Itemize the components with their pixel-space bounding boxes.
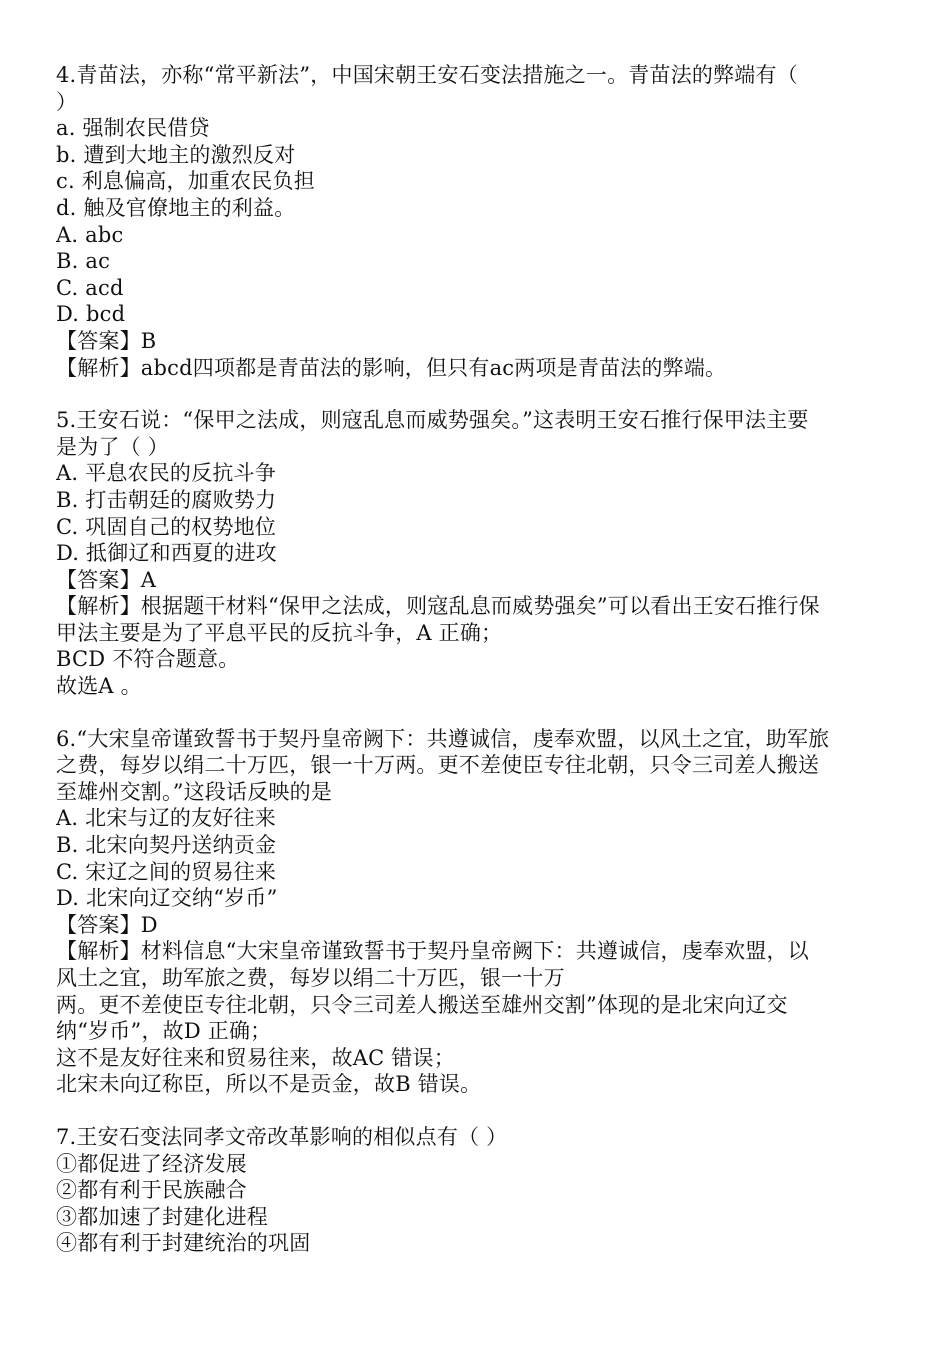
stem-line: 至雄州交割。”这段话反映的是 xyxy=(56,779,333,804)
analysis-line: 【解析】根据题干材料“保甲之法成，则寇乱息而威势强矣”可以看出王安石推行保 xyxy=(56,594,820,619)
analysis-line: 甲法主要是为了平息平民的反抗斗争，A 正确； xyxy=(56,620,503,645)
option-a: A. 平息农民的反抗斗争 xyxy=(56,461,276,486)
analysis-line: 纳“岁币”，故D 正确； xyxy=(56,1019,272,1044)
question-stem xyxy=(56,407,896,460)
answer-line: 【答案】D xyxy=(56,912,158,937)
statement-item: ①都促进了经济发展 xyxy=(56,1151,247,1176)
analysis-line: 【解析】材料信息“大宋皇帝谨致誓书于契丹皇帝阙下：共遵诚信，虔奉欢盟，以 xyxy=(56,939,809,964)
option-d: D. 抵御辽和西夏的进攻 xyxy=(56,541,277,566)
question-7 xyxy=(56,1124,896,1257)
question-5 xyxy=(56,407,896,700)
stem-line: 6.“大宋皇帝谨致誓书于契丹皇帝阙下：共遵诚信，虔奉欢盟，以风土之宜，助军旅 xyxy=(56,726,830,751)
analysis-line: 风土之宜，助军旅之费，每岁以绢二十万匹，银一十万 xyxy=(56,966,565,990)
option-c: C. 宋辽之间的贸易往来 xyxy=(56,859,277,884)
statement-item: ②都有利于民族融合 xyxy=(56,1178,247,1203)
document-page xyxy=(56,62,896,1257)
question-6 xyxy=(56,726,896,1098)
analysis-line: BCD 不符合题意。 xyxy=(56,647,240,672)
analysis-line: 【解析】abcd四项都是青苗法的影响，但只有ac两项是青苗法的弊端。 xyxy=(56,355,727,380)
stem-line: 5.王安石说：“保甲之法成，则寇乱息而威势强矣。”这表明王安石推行保甲法主要 xyxy=(56,408,809,433)
analysis-line: 两。更不差使臣专往北朝，只令三司差人搬送至雄州交割”体现的是北宋向辽交 xyxy=(56,992,788,1017)
option-b: B. 北宋向契丹送纳贡金 xyxy=(56,833,277,858)
question-stem xyxy=(56,1124,896,1151)
stem-line: 7.王安石变法同孝文帝改革影响的相似点有（ ） xyxy=(56,1124,508,1149)
option-c: C. acd xyxy=(56,275,124,300)
statement-item: ④都有利于封建统治的巩固 xyxy=(56,1231,311,1256)
option-a: A. abc xyxy=(56,222,124,247)
analysis-line: 故选A 。 xyxy=(56,674,142,699)
option-d: D. bcd xyxy=(56,302,126,327)
option-b: B. ac xyxy=(56,249,111,274)
statement-item: c. 利息偏高，加重农民负担 xyxy=(56,169,315,194)
question-stem xyxy=(56,62,896,115)
question-4 xyxy=(56,62,896,381)
option-d: D. 北宋向辽交纳“岁币” xyxy=(56,886,278,911)
statement-item: ③都加速了封建化进程 xyxy=(56,1204,268,1229)
stem-line: 4.青苗法，亦称“常平新法”，中国宋朝王安石变法措施之一。青苗法的弊端有（ xyxy=(56,63,798,87)
stem-line: 是为了（ ） xyxy=(56,434,169,459)
statement-item: a. 强制农民借贷 xyxy=(56,116,210,141)
option-c: C. 巩固自己的权势地位 xyxy=(56,514,277,539)
option-a: A. 北宋与辽的友好往来 xyxy=(56,806,276,831)
option-b: B. 打击朝廷的腐败势力 xyxy=(56,487,277,512)
answer-line: 【答案】B xyxy=(56,328,157,353)
analysis-line: 北宋未向辽称臣，所以不是贡金，故B 错误。 xyxy=(56,1072,482,1097)
analysis-line: 这不是友好往来和贸易往来，故AC 错误； xyxy=(56,1045,455,1070)
statement-item: d. 触及官僚地主的利益。 xyxy=(56,195,296,220)
stem-line: 之费，每岁以绢二十万匹，银一十万两。更不差使臣专往北朝，只令三司差人搬送 xyxy=(56,753,820,778)
answer-line: 【答案】A xyxy=(56,567,157,592)
question-stem xyxy=(56,726,896,806)
stem-line: ） xyxy=(56,89,78,114)
statement-item: b. 遭到大地主的激烈反对 xyxy=(56,142,296,167)
